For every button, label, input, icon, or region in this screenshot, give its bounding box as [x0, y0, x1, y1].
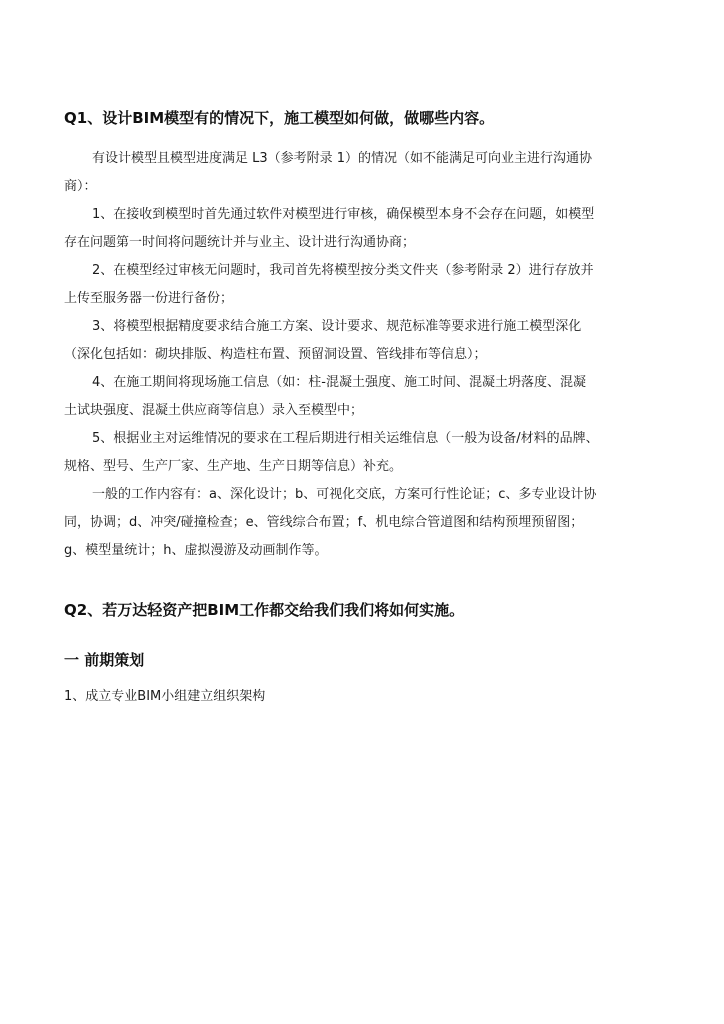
q1-paragraph-line: （深化包括如：砌块排版、构造柱布置、预留洞设置、管线排布等信息）； [64, 347, 487, 362]
q1-paragraph-line: 4、在施工期间将现场施工信息（如：柱-混凝土强度、施工时间、混凝土坍落度、混凝 [92, 375, 586, 390]
q1-paragraph-line: 1、在接收到模型时首先通过软件对模型进行审核，确保模型本身不会存在问题，如模型 [92, 207, 595, 222]
q1-paragraph-line: 商）： [64, 179, 97, 194]
list-item: 1、成立专业BIM小组建立组织架构 [64, 689, 266, 704]
q1-paragraph-line: 2、在模型经过审核无问题时，我司首先将模型按分类文件夹（参考附录 2）进行存放并 [92, 263, 594, 278]
q1-paragraph-line: 有设计模型且模型进度满足 L3（参考附录 1）的情况（如不能满足可向业主进行沟通协 [92, 151, 593, 166]
q1-paragraph-line: 上传至服务器一份进行备份； [64, 291, 234, 306]
q1-paragraph-line: 3、将模型根据精度要求结合施工方案、设计要求、规范标准等要求进行施工模型深化 [92, 319, 582, 334]
q1-paragraph-line: 一般的工作内容有：a、深化设计；b、可视化交底，方案可行性论证；c、多专业设计协 [92, 487, 597, 502]
q1-paragraph-line: g、模型量统计；h、虚拟漫游及动画制作等。 [64, 543, 328, 558]
q1-heading: Q1、设计BIM模型有的情况下，施工模型如何做，做哪些内容。 [64, 109, 495, 127]
q2-heading: Q2、若万达轻资产把BIM工作都交给我们我们将如何实施。 [64, 601, 465, 619]
section-heading: 一 前期策划 [64, 651, 145, 669]
q1-paragraph-line: 同，协调；d、冲突/碰撞检查；e、管线综合布置；f、机电综合管道图和结构预埋预留图； [64, 515, 584, 530]
q1-paragraph-line: 土试块强度、混凝土供应商等信息）录入至模型中； [64, 403, 364, 418]
q1-paragraph-line: 5、根据业主对运维情况的要求在工程后期进行相关运维信息（一般为设备/材料的品牌、 [92, 431, 599, 446]
q1-paragraph-line: 规格、型号、生产厂家、生产地、生产日期等信息）补充。 [64, 459, 403, 474]
q1-paragraph-line: 存在问题第一时间将问题统计并与业主、设计进行沟通协商； [64, 235, 416, 250]
